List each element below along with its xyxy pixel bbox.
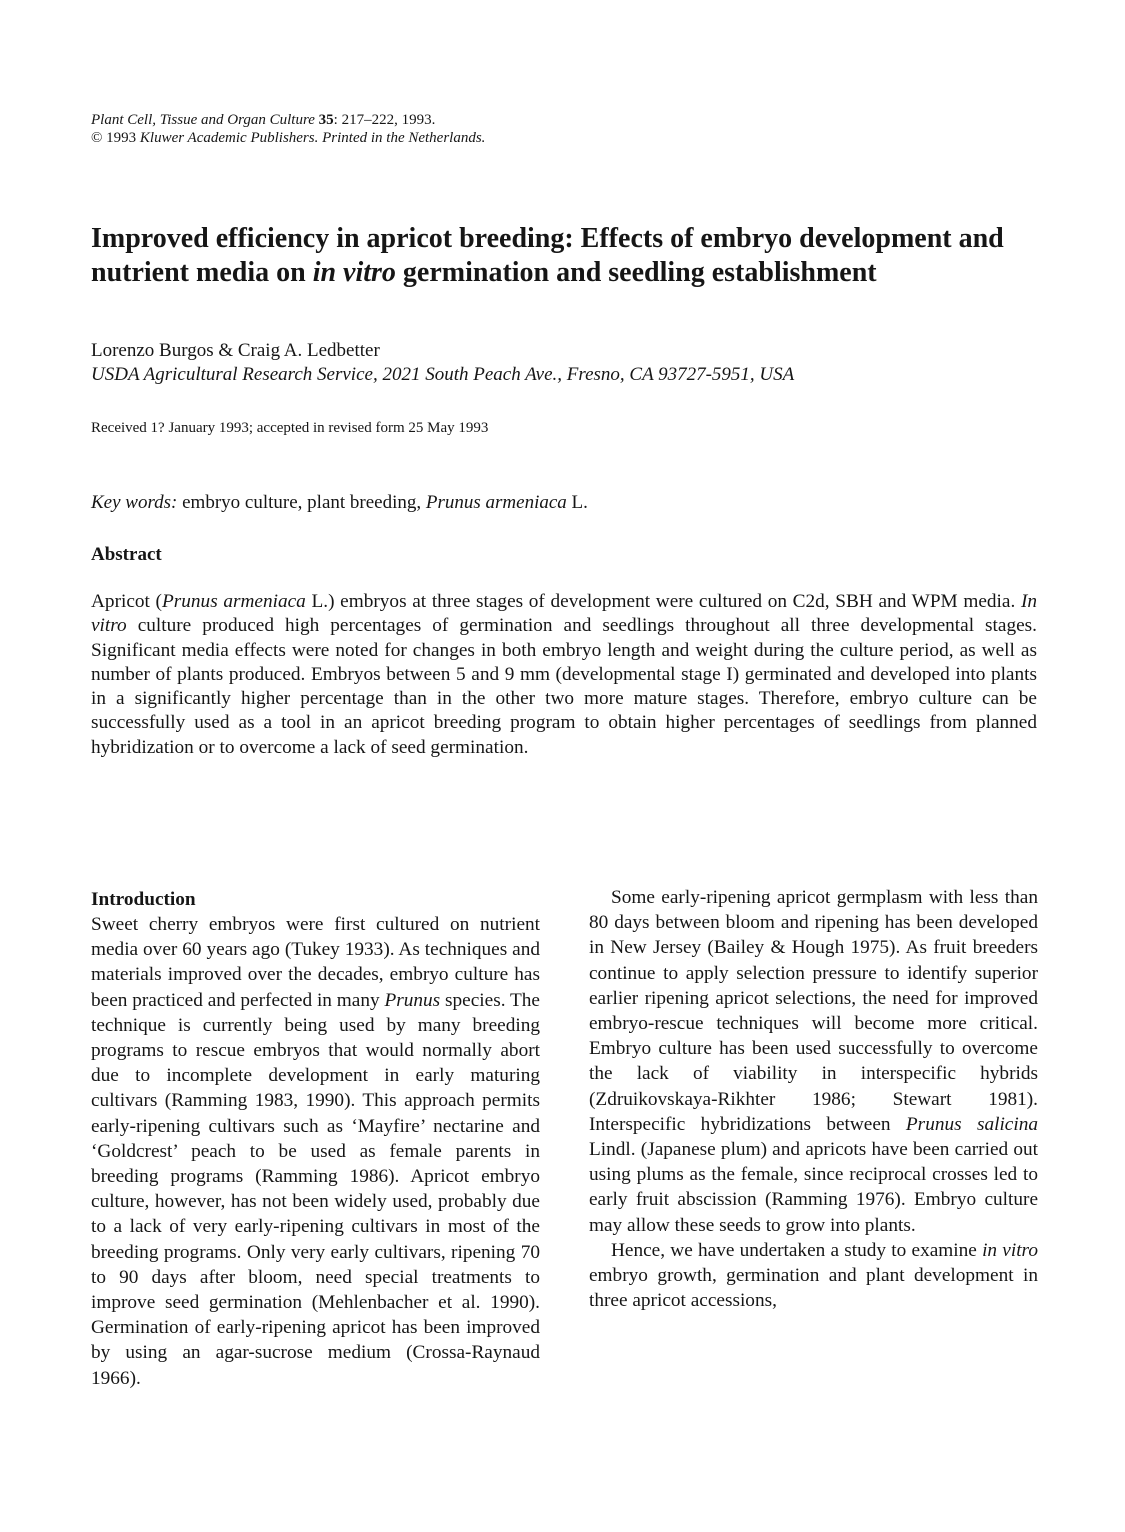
intro-p3-text-1: Hence, we have undertaken a study to examine [611,1239,983,1261]
abstract-italic-1: Prunus armeniaca [161,591,306,612]
intro-p1-text-2: species. The technique is currently being used by many breeding programs to rescue embryos that would normally abort due to incomplete development in early maturing cultivars (Ramming 1983, 1990). This approach permits early-ripening cultivars such as ‘Mayfire’ nectarine and ‘Goldcrest’ peach to be used as female parents in breeding programs (Ramming 1986). Apricot embryo culture, however, has not been widely used, probably due to a lack of very early-ripening cultivars in most of the breeding programs. Only very early cultivars, ripening 70 to 90 days after bloom, need special treatments to improve seed germination (Mehlenbacher et al. 1990). Germination of early-ripening apricot has been improved by using an agar-sucrose medium (Crossa-Raynaud 1966). [91,989,540,1389]
keywords-suffix: L. [566,492,588,513]
intro-paragraph-3 [589,1238,1038,1314]
intro-p2-text-1: Some early-ripening apricot germplasm with less than 80 days between bloom and ripening has been developed in New Jersey (Bailey & Hough 1975). As fruit breeders continue to apply selection pressure to identify superior earlier ripening apricot selections, the need for improved embryo-rescue techniques will become more critical. Embryo culture has been used successfully to overcome the lack of viability in interspecific hybrids (Zdruikovskaya-Rikhter 1986; Stewart 1981). Interspecific hybridizations between [589,887,1038,1135]
title-part-1: Improved efficiency in apricot breeding: Effects of embryo development and nutrient media on [91,223,1004,288]
copyright-symbol: © [91,130,103,146]
paper-title [91,222,1051,290]
keywords-text: embryo culture, plant breeding, [177,492,426,513]
intro-p1-italic: Prunus [384,989,441,1011]
intro-column-left [91,887,540,1391]
abstract-heading: Abstract [91,544,162,565]
title-part-2: germination and seedling establishment [395,257,877,288]
copyright-year: 1993 [102,130,137,146]
journal-volume: 35 [318,112,334,128]
intro-p3-italic: in vitro [982,1239,1038,1261]
intro-p3-text-2: embryo growth, germination and plant development in three apricot accessions, [589,1265,1038,1312]
journal-pages: : 217–222, 1993. [333,112,436,128]
intro-column-right [589,885,1038,1313]
author-list: Lorenzo Burgos & Craig A. Ledbetter [91,340,380,361]
keywords-species: Prunus armeniaca [425,492,567,513]
abstract-text-3: culture produced high percentages of germination and seedlings throughout all three developmental stages. Significant media effects were noted for changes in both embryo length and weight during the culture period, as well as number of plants produced. Embryos between 5 and 9 mm (developmental stage I) germinated and developed into plants in a significantly higher percentage than in the other two more mature stages. Therefore, embryo culture can be successfully used as a tool in an apricot breeding program to obtain higher percentages of seedlings from planned hybridization or to overcome a lack of seed germination. [91,615,1037,758]
keywords-label: Key words: [91,492,178,513]
abstract-body [91,590,1037,760]
abstract-text-2: L.) embryos at three stages of development were cultured on C2d, SBH and WPM media. [305,591,1021,612]
affiliation: USDA Agricultural Research Service, 2021 South Peach Ave., Fresno, CA 93727-5951, USA [91,364,795,385]
keywords [91,490,588,515]
abstract-text-1: Apricot ( [91,591,162,612]
introduction-heading: Introduction [91,889,196,910]
journal-line-1 [91,111,485,129]
journal-line-2 [91,129,485,147]
intro-paragraph-1 [91,912,540,1391]
intro-p2-text-2: Lindl. (Japanese plum) and apricots have been carried out using plums as the female, since reciprocal crosses led to early fruit abscission (Ramming 1976). Embryo culture may allow these seeds to grow into plants. [589,1139,1038,1236]
journal-citation [91,111,485,147]
received-dates: Received 1? January 1993; accepted in revised form 25 May 1993 [91,420,489,436]
intro-paragraph-2 [589,885,1038,1238]
intro-p1-text-1: Sweet cherry embryos were first cultured on nutrient media over 60 years ago (Tukey 1933). As techniques and materials improved over the decades, embryo culture has been practiced and perfected in many [91,914,540,1011]
publisher-line: Kluwer Academic Publishers. Printed in the Netherlands. [136,130,486,146]
journal-name: Plant Cell, Tissue and Organ Culture [91,112,315,128]
intro-p2-italic: Prunus salicina [905,1113,1038,1135]
title-italic: in vitro [312,257,396,288]
abstract-italic-2: In vitro [91,591,1038,637]
